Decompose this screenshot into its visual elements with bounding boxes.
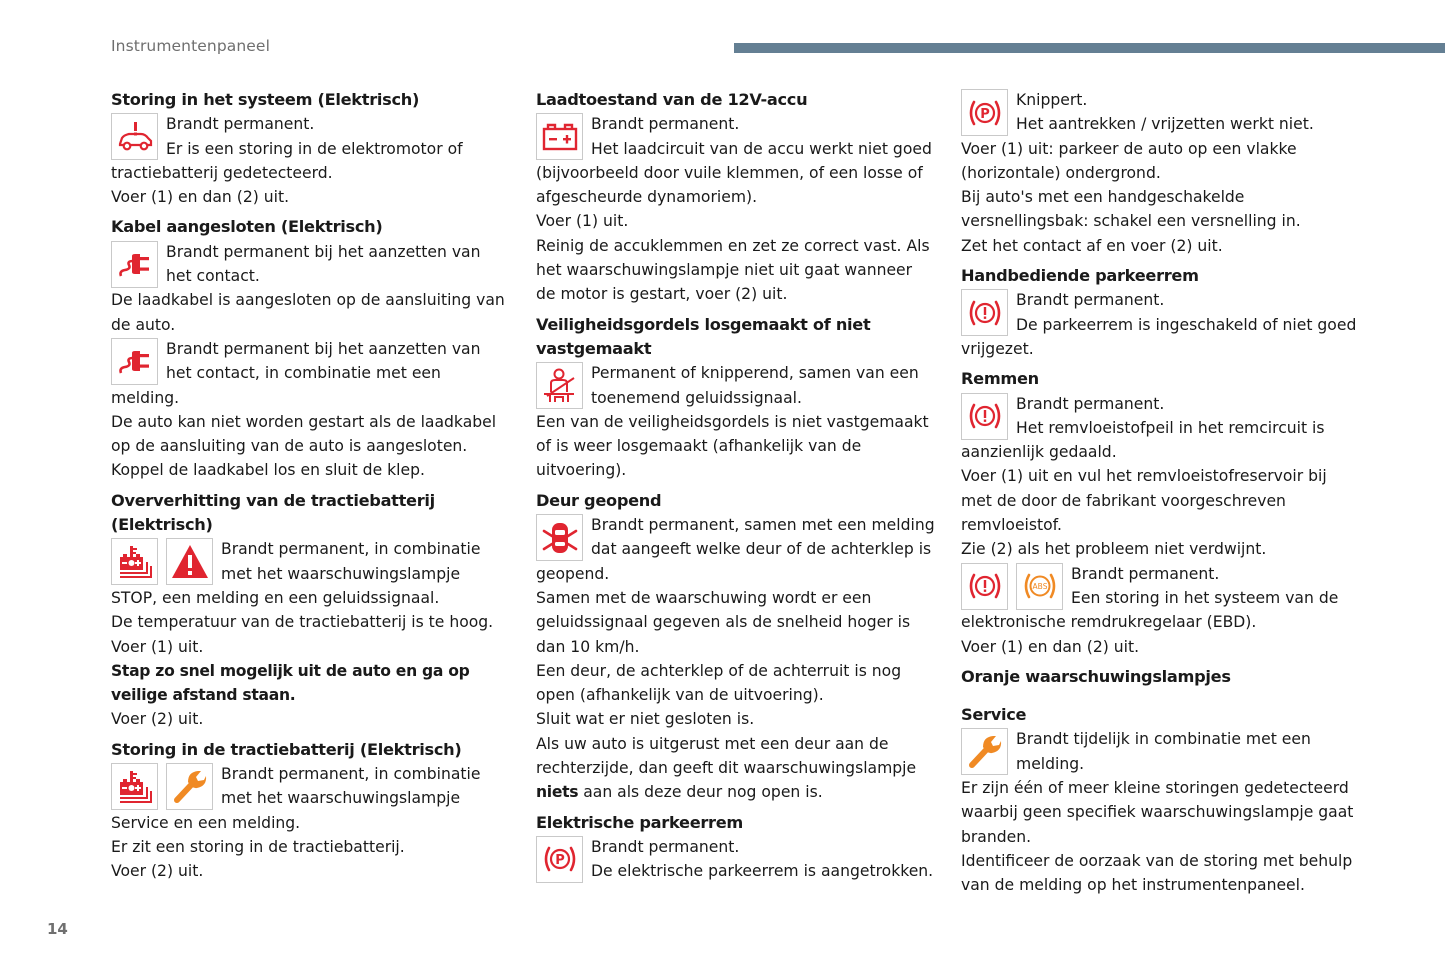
description-text-tail: aan als deze deur nog open is. — [578, 783, 823, 802]
important-instruction: Stap zo snel mogelijk uit de auto en ga op veilige afstand staan. — [111, 661, 470, 705]
battery-temperature-icon — [111, 763, 158, 810]
description-text: Samen met de waarschuwing wordt er een geluidssignaal gegeven als de snelheid hoger is dan 10 km/h. — [536, 588, 911, 656]
description-text: De parkeerrem is ingeschakeld of niet goed vrijgezet. — [961, 315, 1357, 358]
description-text: Het aantrekken / vrijzetten werkt niet. — [1016, 115, 1314, 134]
description-text: Een storing in het systeem van de elektronische remdrukregelaar (EBD). — [961, 588, 1339, 632]
description-text: Brandt permanent, in combinatie met het waarschuwingslampje STOP, een melding en een geluidssignaal. — [111, 540, 481, 607]
warning-entry — [111, 337, 511, 483]
section-heading: Service — [961, 705, 1027, 725]
brake-warning-icon — [961, 289, 1008, 336]
description-text: Voer (1) uit. — [111, 637, 204, 656]
warning-section — [111, 215, 511, 482]
warning-lamp-icons — [536, 514, 583, 561]
description-text: Zet het contact af en voer (2) uit. — [961, 236, 1223, 255]
warning-lamp-icons — [111, 538, 213, 585]
abs-icon — [1016, 563, 1063, 610]
description-text: Brandt permanent. — [591, 837, 740, 856]
description-text: Voer (1) uit: parkeer de auto op een vlakke (horizontale) ondergrond. — [961, 139, 1297, 182]
warning-section — [111, 489, 511, 732]
warning-entry — [961, 727, 1361, 897]
warning-entry — [111, 240, 511, 337]
description-text: Voer (2) uit. — [111, 862, 204, 881]
warning-section — [536, 88, 936, 307]
warning-section — [111, 738, 511, 884]
warning-entry — [111, 112, 511, 209]
page-number: 14 — [47, 920, 68, 938]
warning-lamp-icons — [961, 563, 1063, 610]
warning-entry — [961, 562, 1361, 659]
warning-section — [536, 313, 936, 483]
description-text: Brandt permanent, samen met een melding dat aangeeft welke deur of de achterklep is geopend. — [536, 516, 935, 583]
section-heading: Oververhitting van de tractiebatterij (Elektrisch) — [111, 490, 435, 535]
parking-brake-icon — [961, 89, 1008, 136]
section-heading: Storing in de tractiebatterij (Elektrisch) — [111, 739, 462, 759]
warning-entry — [961, 288, 1361, 361]
section-heading: Laadtoestand van de 12V-accu — [536, 90, 808, 109]
description-text: Brandt permanent. — [1071, 564, 1220, 583]
section-heading: Storing in het systeem (Elektrisch) — [111, 90, 420, 109]
description-text: Permanent of knipperend, samen van een toenemend geluidssignaal. — [591, 364, 919, 407]
description-text: Het remvloeistofpeil in het remcircuit is aanzienlijk gedaald. — [961, 418, 1325, 462]
column-2 — [536, 88, 936, 890]
warning-entry — [536, 112, 936, 306]
section-heading: Oranje waarschuwingslampjes — [961, 666, 1231, 686]
warning-section — [961, 367, 1361, 659]
description-text: Een deur, de achterklep of de achterruit is nog open (afhankelijk van de uitvoering). — [536, 661, 902, 705]
warning-entry — [536, 835, 936, 884]
section-heading: Deur geopend — [536, 490, 662, 510]
warning-entry — [536, 513, 936, 805]
battery-temperature-icon — [111, 538, 158, 585]
charging-plug-icon — [111, 241, 158, 288]
brake-warning-icon — [961, 563, 1008, 610]
warning-section — [961, 88, 1361, 258]
warning-entry — [111, 537, 511, 731]
warning-lamp-icons — [536, 113, 583, 160]
description-text: Bij auto's met een handgeschakelde versnellingsbak: schakel een versnelling in. — [961, 188, 1301, 231]
description-text — [536, 780, 936, 804]
svg-text:ABS: ABS — [1032, 582, 1047, 592]
description-text: Brandt tijdelijk in combinatie met een melding. — [1016, 730, 1311, 773]
section-heading: Veiligheidsgordels losgemaakt of niet vastgemaakt — [536, 314, 871, 358]
parking-brake-icon — [536, 836, 583, 883]
warning-section — [111, 88, 511, 209]
warning-entry — [961, 88, 1361, 258]
section-heading: Handbediende parkeerrem — [961, 266, 1199, 286]
warning-section — [961, 703, 1361, 897]
description-text: Het laadcircuit van de accu werkt niet goed (bijvoorbeeld door vuile klemmen, of een losse of afgescheurde dynamoriem). — [536, 139, 932, 207]
warning-entry — [961, 392, 1361, 562]
description-text: Brandt permanent, in combinatie met het waarschuwingslampje Service en een melding. — [111, 765, 481, 832]
description-text: Brandt permanent bij het aanzetten van het contact. — [166, 242, 481, 286]
header-accent-bar — [734, 43, 1445, 53]
description-text: Als uw auto is uitgerust met een deur aan de rechterzijde, dan geeft dit waarschuwingslampje — [536, 734, 917, 778]
charging-plug-icon — [111, 338, 158, 385]
section-heading: Kabel aangesloten (Elektrisch) — [111, 217, 383, 237]
warning-lamp-icons — [111, 338, 158, 385]
description-text: Brandt permanent. — [591, 115, 740, 134]
description-text: De laadkabel is aangesloten op de aansluiting van de auto. — [111, 291, 505, 334]
description-text: Er zijn één of meer kleine storingen gedetecteerd waarbij geen specifiek waarschuwingslampje gaat branden. — [961, 779, 1354, 846]
description-text: De auto kan niet worden gestart als de laadkabel op de aansluiting van de auto is aangesloten. — [111, 412, 497, 456]
wrench-icon — [166, 763, 213, 810]
warning-lamp-icons — [961, 728, 1008, 775]
running-header-title: Instrumentenpaneel — [111, 37, 270, 55]
warning-lamp-icons — [961, 89, 1008, 136]
description-text: Voer (2) uit. — [111, 710, 204, 729]
warning-section — [536, 489, 936, 805]
description-text: Voer (1) en dan (2) uit. — [961, 637, 1140, 656]
warning-triangle-icon — [166, 538, 213, 585]
column-3 — [961, 88, 1361, 904]
warning-lamp-icons — [961, 393, 1008, 440]
car-fault-icon — [111, 113, 158, 160]
description-text: Reinig de accuklemmen en zet ze correct vast. Als het waarschuwingslampje niet uit gaat wanneer de motor is gestart, voer (2) uit. — [536, 236, 930, 304]
description-text: Voer (1) uit en vul het remvloeistofreservoir bij met de door de fabrikant voorgeschreven remvloeistof. — [961, 467, 1327, 535]
svg-text:P: P — [554, 853, 565, 869]
emphasis-text: niets — [536, 783, 579, 802]
column-1 — [111, 88, 511, 890]
svg-text:P: P — [979, 106, 990, 122]
warning-section — [961, 264, 1361, 361]
seatbelt-icon — [536, 362, 583, 409]
description-text: Brandt permanent. — [1016, 291, 1165, 310]
description-text: Brandt permanent. — [1016, 394, 1165, 413]
warning-lamp-icons — [536, 836, 583, 883]
description-text: Brandt permanent bij het aanzetten van het contact, in combinatie met een melding. — [111, 339, 481, 407]
warning-lamp-icons — [111, 241, 158, 288]
battery-icon — [536, 113, 583, 160]
description-text: Sluit wat er niet gesloten is. — [536, 710, 755, 729]
description-text: Er is een storing in de elektromotor of tractiebatterij gedetecteerd. — [111, 139, 463, 182]
description-text: De temperatuur van de tractiebatterij is te hoog. — [111, 613, 494, 632]
wrench-icon — [961, 728, 1008, 775]
warning-entry — [536, 361, 936, 482]
description-text: Zie (2) als het probleem niet verdwijnt. — [961, 540, 1267, 559]
warning-lamp-icons — [111, 113, 158, 160]
description-text: Identificeer de oorzaak van de storing met behulp van de melding op het instrumentenpaneel. — [961, 851, 1353, 895]
description-text: Voer (1) uit. — [536, 212, 629, 231]
warning-section — [536, 811, 936, 884]
description-text: Voer (1) en dan (2) uit. — [111, 188, 290, 207]
description-text: De elektrische parkeerrem is aangetrokken. — [591, 862, 934, 881]
door-open-icon — [536, 514, 583, 561]
description-text: Brandt permanent. — [166, 115, 315, 134]
warning-entry — [111, 762, 511, 883]
section-heading: Remmen — [961, 369, 1039, 389]
warning-lamp-icons — [111, 763, 213, 810]
warning-lamp-icons — [536, 362, 583, 409]
brake-warning-icon — [961, 393, 1008, 440]
description-text: Koppel de laadkabel los en sluit de klep. — [111, 461, 425, 480]
description-text: Knippert. — [1016, 91, 1088, 109]
section-heading: Elektrische parkeerrem — [536, 812, 743, 832]
warning-lamp-icons — [961, 289, 1008, 336]
warning-section — [961, 665, 1361, 689]
description-text: Er zit een storing in de tractiebatterij. — [111, 837, 405, 856]
description-text: Een van de veiligheidsgordels is niet vastgemaakt of is weer losgemaakt (afhankelijk van de uitvoering). — [536, 412, 929, 480]
